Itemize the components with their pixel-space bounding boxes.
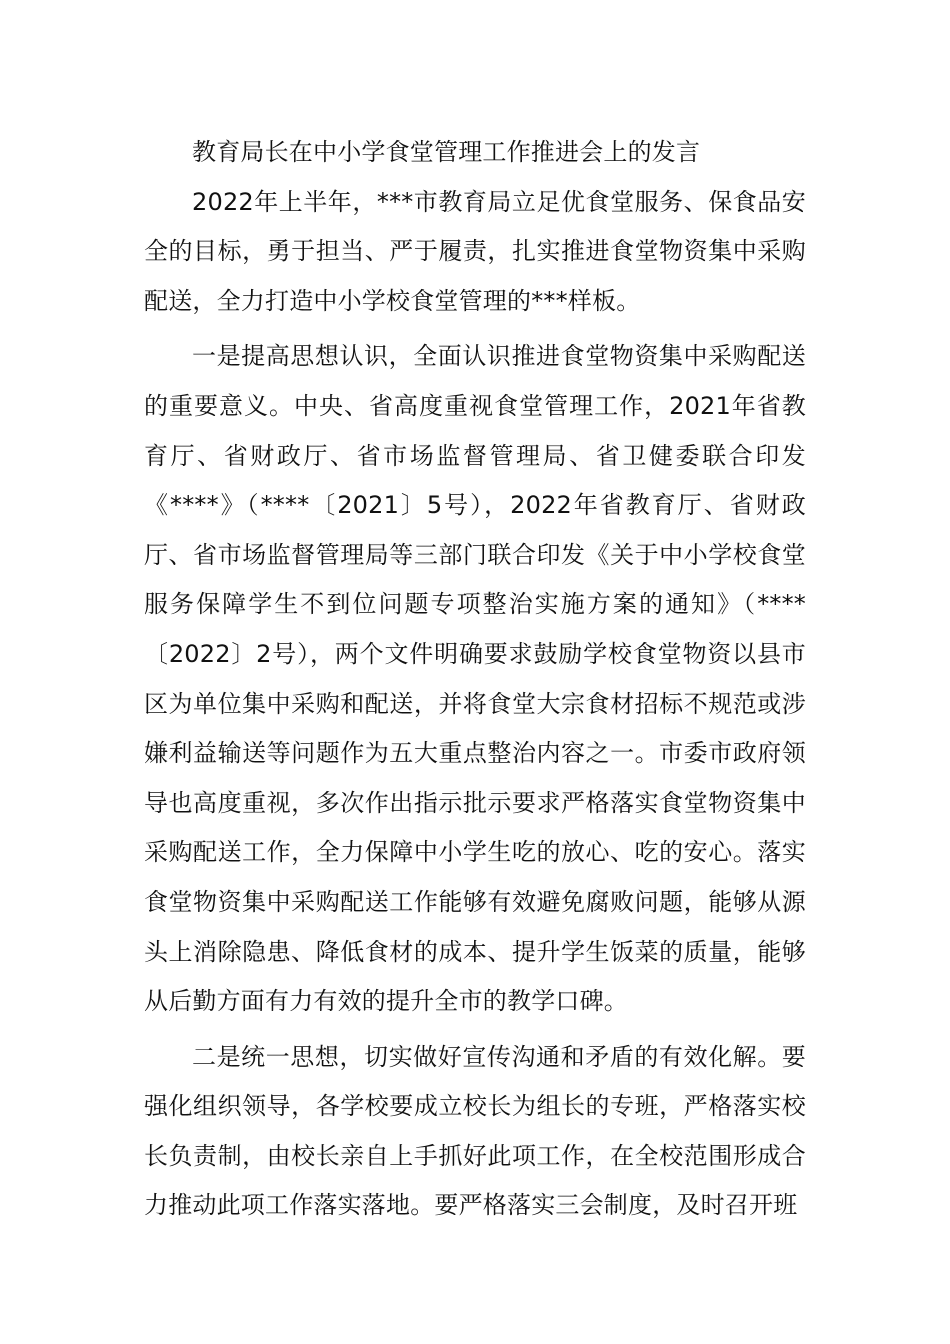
document-body xyxy=(144,128,806,1231)
paragraph-intro: 2022年上半年，***市教育局立足优食堂服务、保食品安全的目标，勇于担当、严于履责，扎实推进食堂物资集中采购配送，全力打造中小学校食堂管理的***样板。 xyxy=(144,187,806,315)
document-title: 教育局长在中小学食堂管理工作推进会上的发言 xyxy=(192,138,701,166)
paragraph-point-two: 二是统一思想，切实做好宣传沟通和矛盾的有效化解。要强化组织领导，各学校要成立校长为组长的专班，严格落实校长负责制，由校长亲自上手抓好此项工作，在全校范围形成合力推动此项工作落实落地。要严格落实三会制度，及时召开班 xyxy=(144,1042,806,1220)
paragraph-point-one: 一是提高思想认识，全面认识推进食堂物资集中采购配送的重要意义。中央、省高度重视食堂管理工作，2021年省教育厅、省财政厅、省市场监督管理局、省卫健委联合印发《****》（****〔2021〕5号），2022年省教育厅、省财政厅、省市场监督管理局等三部门联合印发《关于中小学校食堂服务保障学生不到位问题专项整治实施方案的通知》（****〔2022〕2号），两个文件明确要求鼓励学校食堂物资以县市区为单位集中采购和配送，并将食堂大宗食材招标不规范或涉嫌利益输送等问题作为五大重点整治内容之一。市委市政府领导也高度重视，多次作出指示批示要求严格落实食堂物资集中采购配送工作，全力保障中小学生吃的放心、吃的安心。落实食堂物资集中采购配送工作能够有效避免腐败问题，能够从源头上消除隐患、降低食材的成本、提升学生饭菜的质量，能够从后勤方面有力有效的提升全市的教学口碑。 xyxy=(144,342,806,1016)
